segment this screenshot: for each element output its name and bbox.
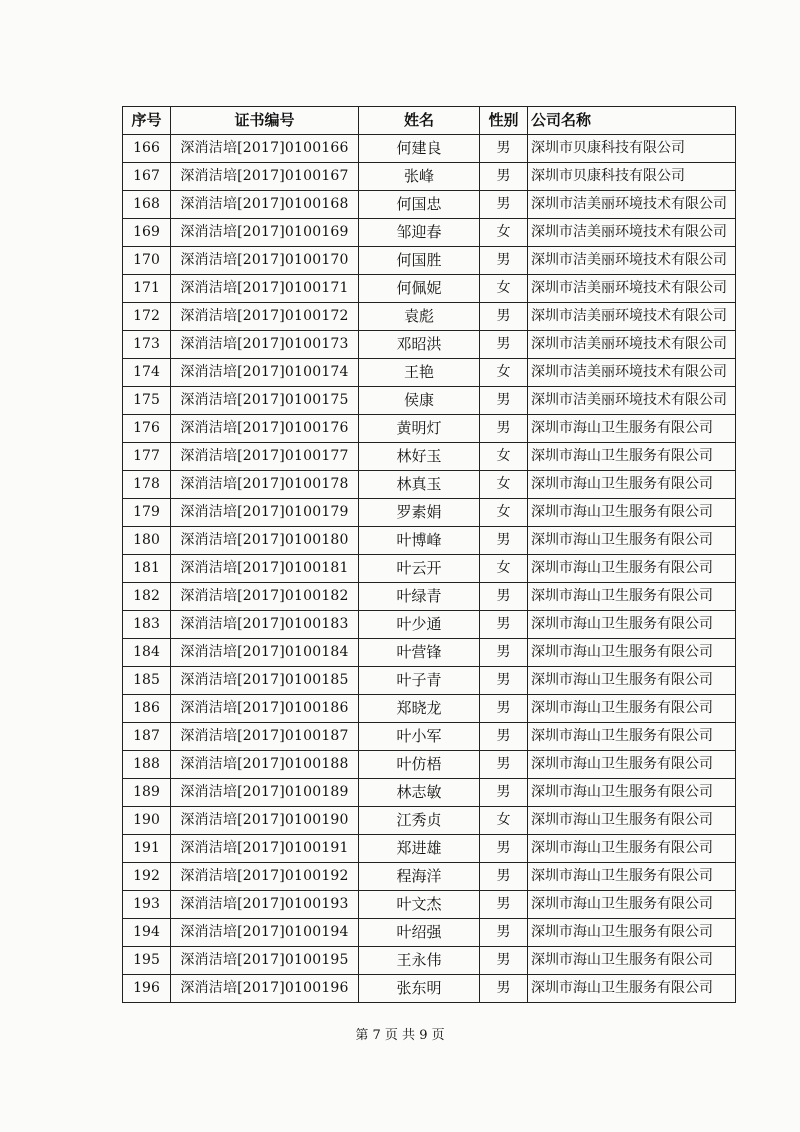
cell-company: 深圳市贝康科技有限公司 [528, 135, 736, 163]
cell-name: 王永伟 [359, 947, 480, 975]
cell-certificate-number: 深消洁培[2017]0100184 [171, 639, 359, 667]
cell-serial: 180 [123, 527, 171, 555]
cell-gender: 男 [480, 527, 528, 555]
cell-name: 叶仿梧 [359, 751, 480, 779]
cell-gender: 女 [480, 443, 528, 471]
cell-certificate-number: 深消洁培[2017]0100178 [171, 471, 359, 499]
cell-certificate-number: 深消洁培[2017]0100177 [171, 443, 359, 471]
cell-name: 叶博峰 [359, 527, 480, 555]
cell-gender: 男 [480, 835, 528, 863]
cell-serial: 182 [123, 583, 171, 611]
table-row [123, 695, 736, 723]
table-row [123, 779, 736, 807]
table-row [123, 863, 736, 891]
cell-name: 叶子青 [359, 667, 480, 695]
cell-gender: 女 [480, 219, 528, 247]
cell-company: 深圳市海山卫生服务有限公司 [528, 835, 736, 863]
cell-company: 深圳市海山卫生服务有限公司 [528, 807, 736, 835]
cell-company: 深圳市洁美丽环境技术有限公司 [528, 247, 736, 275]
table-row [123, 219, 736, 247]
table-row [123, 835, 736, 863]
cell-gender: 男 [480, 863, 528, 891]
cell-name: 叶文杰 [359, 891, 480, 919]
cell-serial: 170 [123, 247, 171, 275]
cell-certificate-number: 深消洁培[2017]0100193 [171, 891, 359, 919]
cell-serial: 186 [123, 695, 171, 723]
header-serial: 序号 [123, 107, 171, 135]
table-header-row [123, 107, 736, 135]
table-row [123, 499, 736, 527]
cell-gender: 男 [480, 667, 528, 695]
table-row [123, 471, 736, 499]
cell-certificate-number: 深消洁培[2017]0100169 [171, 219, 359, 247]
cell-certificate-number: 深消洁培[2017]0100195 [171, 947, 359, 975]
table-row [123, 751, 736, 779]
cell-company: 深圳市洁美丽环境技术有限公司 [528, 191, 736, 219]
cell-name: 林志敏 [359, 779, 480, 807]
table-row [123, 667, 736, 695]
cell-serial: 190 [123, 807, 171, 835]
cell-certificate-number: 深消洁培[2017]0100176 [171, 415, 359, 443]
table-row [123, 919, 736, 947]
table-row [123, 527, 736, 555]
header-name: 姓名 [359, 107, 480, 135]
cell-certificate-number: 深消洁培[2017]0100192 [171, 863, 359, 891]
header-gender: 性别 [480, 107, 528, 135]
cell-gender: 男 [480, 891, 528, 919]
table-row [123, 247, 736, 275]
cell-serial: 167 [123, 163, 171, 191]
cell-gender: 男 [480, 947, 528, 975]
cell-name: 何国胜 [359, 247, 480, 275]
cell-serial: 195 [123, 947, 171, 975]
cell-serial: 185 [123, 667, 171, 695]
cell-company: 深圳市洁美丽环境技术有限公司 [528, 275, 736, 303]
cell-gender: 男 [480, 779, 528, 807]
header-certificate-number: 证书编号 [171, 107, 359, 135]
cell-serial: 175 [123, 387, 171, 415]
cell-name: 郑晓龙 [359, 695, 480, 723]
cell-company: 深圳市海山卫生服务有限公司 [528, 639, 736, 667]
cell-serial: 169 [123, 219, 171, 247]
cell-gender: 男 [480, 163, 528, 191]
cell-name: 何国忠 [359, 191, 480, 219]
cell-serial: 173 [123, 331, 171, 359]
cell-company: 深圳市洁美丽环境技术有限公司 [528, 331, 736, 359]
cell-gender: 男 [480, 611, 528, 639]
table-row [123, 443, 736, 471]
cell-gender: 男 [480, 639, 528, 667]
cell-serial: 187 [123, 723, 171, 751]
cell-company: 深圳市洁美丽环境技术有限公司 [528, 359, 736, 387]
table-row [123, 191, 736, 219]
cell-company: 深圳市海山卫生服务有限公司 [528, 751, 736, 779]
page-number: 第 7 页 共 9 页 [355, 1028, 445, 1043]
cell-serial: 178 [123, 471, 171, 499]
cell-gender: 女 [480, 471, 528, 499]
table-row [123, 975, 736, 1003]
cell-name: 张峰 [359, 163, 480, 191]
page-footer [0, 1024, 800, 1043]
cell-serial: 192 [123, 863, 171, 891]
cell-company: 深圳市海山卫生服务有限公司 [528, 975, 736, 1003]
cell-name: 邹迎春 [359, 219, 480, 247]
table-row [123, 303, 736, 331]
cell-name: 郑进雄 [359, 835, 480, 863]
cell-certificate-number: 深消洁培[2017]0100172 [171, 303, 359, 331]
table-row [123, 415, 736, 443]
cell-certificate-number: 深消洁培[2017]0100180 [171, 527, 359, 555]
cell-name: 罗素娟 [359, 499, 480, 527]
cell-certificate-number: 深消洁培[2017]0100186 [171, 695, 359, 723]
cell-certificate-number: 深消洁培[2017]0100175 [171, 387, 359, 415]
cell-name: 林好玉 [359, 443, 480, 471]
cell-serial: 179 [123, 499, 171, 527]
cell-company: 深圳市海山卫生服务有限公司 [528, 863, 736, 891]
cell-company: 深圳市洁美丽环境技术有限公司 [528, 387, 736, 415]
cell-gender: 女 [480, 807, 528, 835]
cell-name: 何佩妮 [359, 275, 480, 303]
cell-certificate-number: 深消洁培[2017]0100188 [171, 751, 359, 779]
cell-certificate-number: 深消洁培[2017]0100190 [171, 807, 359, 835]
cell-serial: 172 [123, 303, 171, 331]
cell-name: 程海洋 [359, 863, 480, 891]
cell-serial: 174 [123, 359, 171, 387]
cell-serial: 188 [123, 751, 171, 779]
cell-certificate-number: 深消洁培[2017]0100181 [171, 555, 359, 583]
cell-company: 深圳市海山卫生服务有限公司 [528, 415, 736, 443]
cell-certificate-number: 深消洁培[2017]0100174 [171, 359, 359, 387]
cell-serial: 171 [123, 275, 171, 303]
cell-certificate-number: 深消洁培[2017]0100185 [171, 667, 359, 695]
table-row [123, 807, 736, 835]
cell-gender: 男 [480, 247, 528, 275]
cell-company: 深圳市洁美丽环境技术有限公司 [528, 303, 736, 331]
cell-company: 深圳市洁美丽环境技术有限公司 [528, 219, 736, 247]
table-row [123, 611, 736, 639]
certificate-table [122, 106, 736, 1003]
cell-certificate-number: 深消洁培[2017]0100168 [171, 191, 359, 219]
cell-gender: 女 [480, 275, 528, 303]
cell-company: 深圳市海山卫生服务有限公司 [528, 555, 736, 583]
cell-name: 叶营锋 [359, 639, 480, 667]
cell-serial: 196 [123, 975, 171, 1003]
cell-name: 张东明 [359, 975, 480, 1003]
cell-certificate-number: 深消洁培[2017]0100182 [171, 583, 359, 611]
cell-certificate-number: 深消洁培[2017]0100189 [171, 779, 359, 807]
table-body [123, 135, 736, 1003]
cell-company: 深圳市海山卫生服务有限公司 [528, 499, 736, 527]
cell-company: 深圳市海山卫生服务有限公司 [528, 947, 736, 975]
cell-name: 叶绍强 [359, 919, 480, 947]
cell-name: 王艳 [359, 359, 480, 387]
table-row [123, 891, 736, 919]
cell-name: 黄明灯 [359, 415, 480, 443]
table-row [123, 163, 736, 191]
cell-name: 叶云开 [359, 555, 480, 583]
table-row [123, 583, 736, 611]
cell-gender: 女 [480, 359, 528, 387]
cell-serial: 177 [123, 443, 171, 471]
cell-certificate-number: 深消洁培[2017]0100187 [171, 723, 359, 751]
cell-name: 何建良 [359, 135, 480, 163]
table-row [123, 275, 736, 303]
cell-gender: 男 [480, 387, 528, 415]
cell-name: 叶少通 [359, 611, 480, 639]
cell-gender: 男 [480, 415, 528, 443]
cell-serial: 176 [123, 415, 171, 443]
table-row [123, 387, 736, 415]
cell-company: 深圳市海山卫生服务有限公司 [528, 471, 736, 499]
cell-company: 深圳市海山卫生服务有限公司 [528, 667, 736, 695]
cell-gender: 男 [480, 191, 528, 219]
cell-gender: 男 [480, 751, 528, 779]
cell-gender: 男 [480, 919, 528, 947]
cell-company: 深圳市海山卫生服务有限公司 [528, 723, 736, 751]
cell-serial: 184 [123, 639, 171, 667]
cell-certificate-number: 深消洁培[2017]0100196 [171, 975, 359, 1003]
cell-name: 侯康 [359, 387, 480, 415]
cell-gender: 男 [480, 135, 528, 163]
cell-certificate-number: 深消洁培[2017]0100170 [171, 247, 359, 275]
table-row [123, 723, 736, 751]
cell-certificate-number: 深消洁培[2017]0100179 [171, 499, 359, 527]
cell-certificate-number: 深消洁培[2017]0100194 [171, 919, 359, 947]
cell-name: 叶绿青 [359, 583, 480, 611]
cell-name: 叶小军 [359, 723, 480, 751]
certificate-table-container [122, 106, 735, 1003]
cell-serial: 194 [123, 919, 171, 947]
cell-gender: 女 [480, 555, 528, 583]
table-row [123, 639, 736, 667]
cell-name: 邓昭洪 [359, 331, 480, 359]
table-row [123, 947, 736, 975]
cell-company: 深圳市海山卫生服务有限公司 [528, 779, 736, 807]
cell-serial: 191 [123, 835, 171, 863]
cell-serial: 183 [123, 611, 171, 639]
table-row [123, 555, 736, 583]
cell-gender: 男 [480, 331, 528, 359]
cell-certificate-number: 深消洁培[2017]0100183 [171, 611, 359, 639]
cell-gender: 男 [480, 695, 528, 723]
cell-certificate-number: 深消洁培[2017]0100171 [171, 275, 359, 303]
header-company: 公司名称 [528, 107, 736, 135]
cell-serial: 166 [123, 135, 171, 163]
cell-company: 深圳市贝康科技有限公司 [528, 163, 736, 191]
cell-name: 袁彪 [359, 303, 480, 331]
cell-serial: 189 [123, 779, 171, 807]
cell-company: 深圳市海山卫生服务有限公司 [528, 695, 736, 723]
cell-gender: 男 [480, 303, 528, 331]
cell-serial: 168 [123, 191, 171, 219]
cell-certificate-number: 深消洁培[2017]0100166 [171, 135, 359, 163]
cell-company: 深圳市海山卫生服务有限公司 [528, 527, 736, 555]
cell-name: 江秀贞 [359, 807, 480, 835]
cell-certificate-number: 深消洁培[2017]0100173 [171, 331, 359, 359]
cell-serial: 193 [123, 891, 171, 919]
cell-name: 林真玉 [359, 471, 480, 499]
table-row [123, 359, 736, 387]
cell-company: 深圳市海山卫生服务有限公司 [528, 443, 736, 471]
cell-certificate-number: 深消洁培[2017]0100167 [171, 163, 359, 191]
table-row [123, 331, 736, 359]
cell-serial: 181 [123, 555, 171, 583]
cell-gender: 男 [480, 975, 528, 1003]
cell-gender: 女 [480, 499, 528, 527]
cell-company: 深圳市海山卫生服务有限公司 [528, 891, 736, 919]
cell-company: 深圳市海山卫生服务有限公司 [528, 583, 736, 611]
table-row [123, 135, 736, 163]
cell-company: 深圳市海山卫生服务有限公司 [528, 611, 736, 639]
cell-company: 深圳市海山卫生服务有限公司 [528, 919, 736, 947]
cell-gender: 男 [480, 583, 528, 611]
cell-gender: 男 [480, 723, 528, 751]
cell-certificate-number: 深消洁培[2017]0100191 [171, 835, 359, 863]
